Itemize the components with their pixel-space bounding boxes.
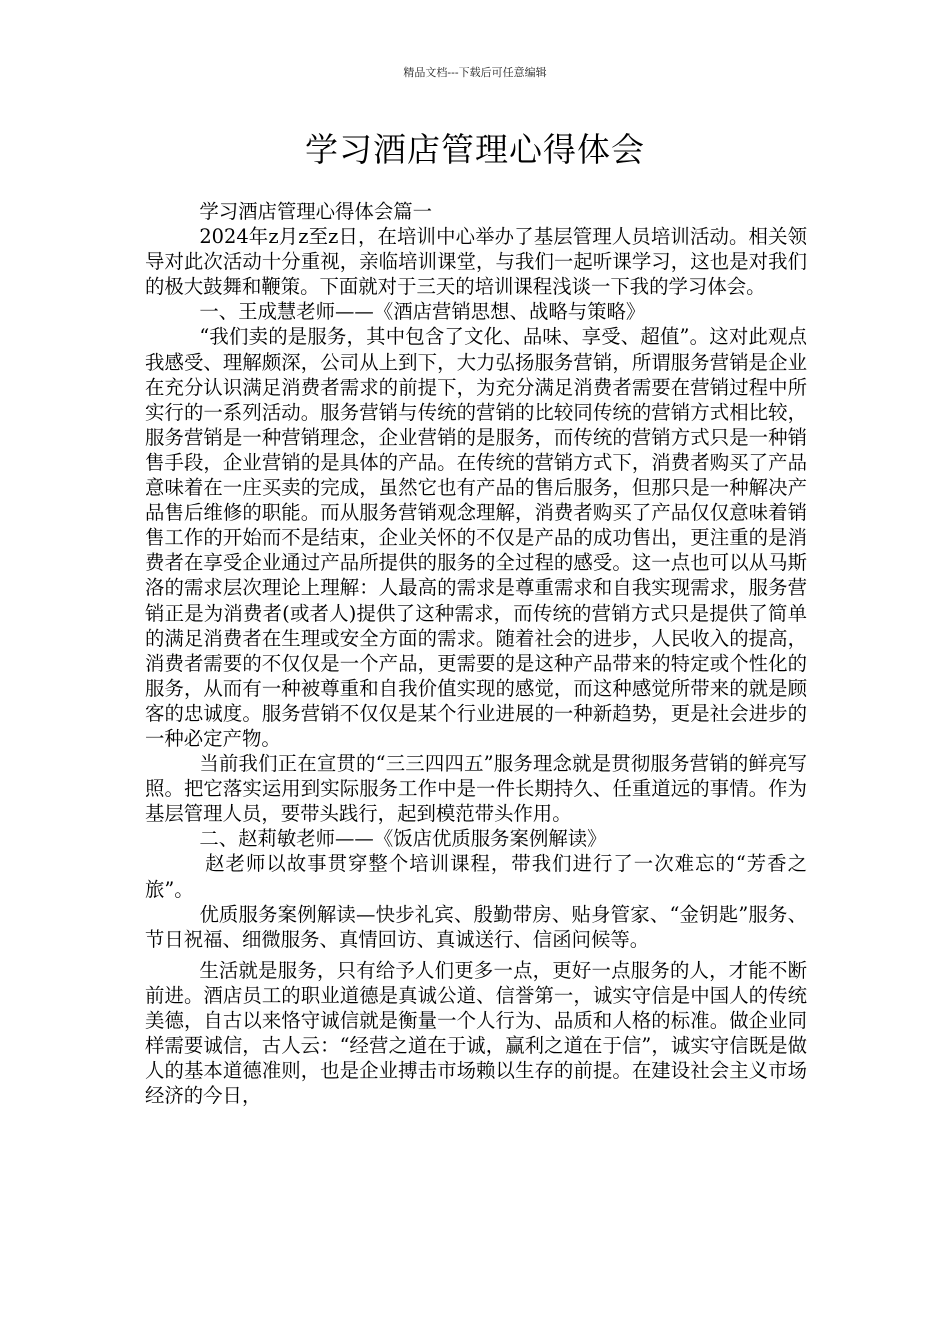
section-heading-teacher-wang: 一、王成慧老师——《酒店营销思想、战略与策略》 [199, 300, 646, 324]
paragraph-fragrance-journey: 赵老师以故事贯穿整个培训课程，带我们进行了一次难忘的“芳香之旅”。 [145, 852, 807, 901]
section-heading-article-one: 学习酒店管理心得体会篇一 [199, 200, 432, 223]
paragraph-service-concept: 当前我们正在宣贯的“三三四四五”服务理念就是贯彻服务营销的鲜亮写照。把它落实运用到实际服务工作中是一件长期持久、任重道远的事情。作为基层管理人员，要带头践行，起到模范带头作用。 [145, 752, 807, 826]
header-note: 精品文档---下载后可任意编辑 [403, 66, 547, 79]
paragraph-service-marketing: “我们卖的是服务，其中包含了文化、品味、享受、超值”。这对此观点我感受、理解颇深，公司从上到下，大力弘扬服务营销，所谓服务营销是企业在充分认识满足消费者需求的前提下，为充分满足消费者需要在营销过程中所实行的一系列活动。服务营销与传统的营销的比较同传统的营销方式相比较，服务营销是一种营销理念，企业营销的是服务，而传统的营销方式只是一种销售手段，企业营销的是具体的产品。在传统的营销方式下，消费者购买了产品意味着在一庄买卖的完成，虽然它也有产品的售后服务，但那只是一种解决产品售后维修的职能。而从服务营销观念理解，消费者购买了产品仅仅意味着销售工作的开始而不是结束，企业关怀的不仅是产品的成功售出，更注重的是消费者在享受企业通过产品所提供的服务的全过程的感受。这一点也可以从马斯洛的需求层次理论上理解：人最高的需求是尊重需求和自我实现需求，服务营销正是为消费者(或者人)提供了这种需求，而传统的营销方式只是提供了简单的满足消费者在生理或安全方面的需求。随着社会的进步，人民收入的提高，消费者需要的不仅仅是一个产品，更需要的是这种产品带来的特定或个性化的服务，从而有一种被尊重和自我价值实现的感觉，而这种感觉所带来的就是顾客的忠诚度。服务营销不仅仅是某个行业进展的一种新趋势，更是社会进步的一种必定产物。 [145, 325, 807, 750]
paragraph-quality-service-cases: 优质服务案例解读—快步礼宾、殷勤带房、贴身管家、“金钥匙”服务、节日祝福、细微服务、真情回访、真诚送行、信函问候等。 [145, 902, 807, 951]
document-body [145, 199, 807, 1108]
paragraph-intro: 2024年z月z至z日，在培训中心举办了基层管理人员培训活动。相关领导对此次活动十分重视，亲临培训课堂，与我们一起听课学习，这也是对我们的极大鼓舞和鞭策。下面就对于三天的培训课程浅谈一下我的学习体会。 [145, 225, 807, 299]
paragraph-integrity: 生活就是服务，只有给予人们更多一点，更好一点服务的人，才能不断前进。酒店员工的职业道德是真诚公道、信誉第一，诚实守信是中国人的传统美德，自古以来恪守诚信就是衡量一个人行为、品质和人格的标准。做企业同样需要诚信，古人云：“经营之道在于诚，赢利之道在于信”，诚实守信既是做人的基本道德准则，也是企业搏击市场赖以生存的前提。在建设社会主义市场经济的今日， [145, 958, 807, 1108]
document-title: 学习酒店管理心得体会 [305, 130, 645, 169]
section-heading-teacher-zhao: 二、赵莉敏老师——《饭店优质服务案例解读》 [199, 827, 607, 851]
